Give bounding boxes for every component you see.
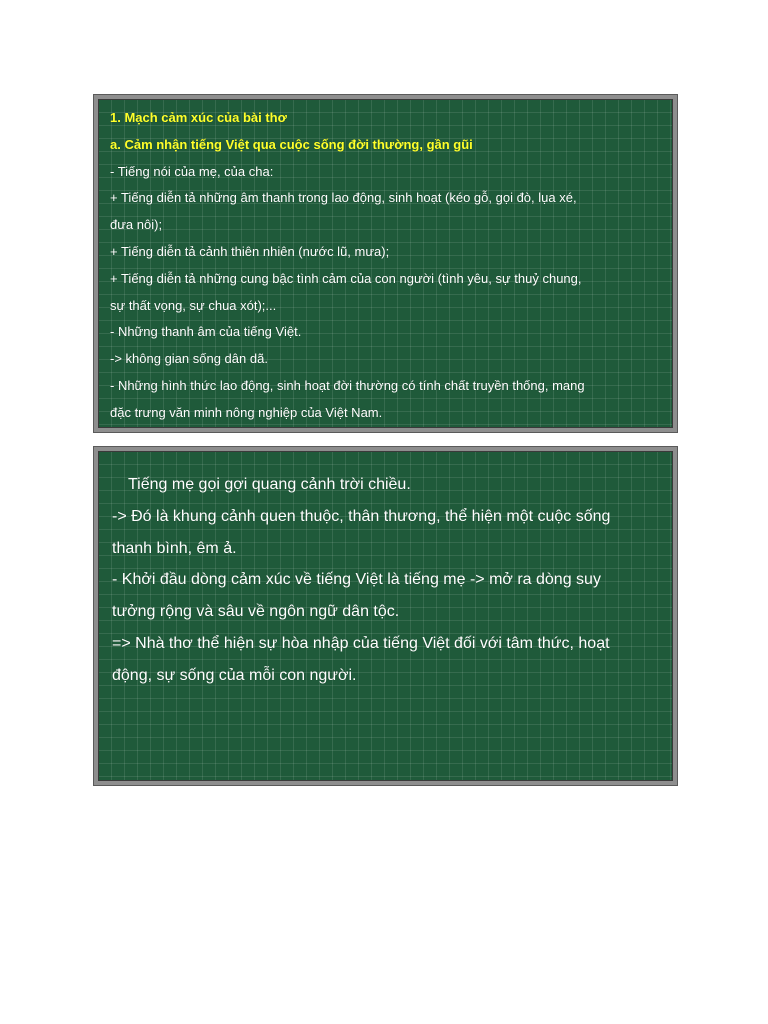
text-line: - Tiếng nói của mẹ, của cha: bbox=[110, 163, 274, 179]
text-line: - Khởi đầu dòng cảm xúc về tiếng Việt là tiếng mẹ -> mở ra dòng suy bbox=[112, 571, 601, 589]
text-line: + Tiếng diễn tả những âm thanh trong lao động, sinh hoạt (kéo gỗ, gọi đò, lụa xé, bbox=[110, 190, 577, 206]
text-line: -> không gian sống dân dã. bbox=[110, 351, 268, 367]
section-heading: 1. Mạch cảm xúc của bài thơ bbox=[110, 110, 287, 125]
text-line: sự thất vọng, sự chua xót);... bbox=[110, 297, 277, 313]
text-line: + Tiếng diễn tả cảnh thiên nhiên (nước lũ, mưa); bbox=[110, 243, 390, 259]
text-line: đưa nôi); bbox=[110, 217, 163, 233]
text-line: - Những hình thức lao động, sinh hoạt đời thường có tính chất truyền thống, mang bbox=[110, 377, 585, 393]
text-line: động, sự sống của mỗi con người. bbox=[112, 666, 357, 684]
text-line: -> Đó là khung cảnh quen thuộc, thân thương, thể hiện một cuộc sống bbox=[112, 507, 611, 525]
text-line: => Nhà thơ thể hiện sự hòa nhập của tiếng Việt đối với tâm thức, hoạt bbox=[112, 634, 610, 652]
chalkboard-slide-1 bbox=[94, 95, 677, 432]
text-line: thanh bình, êm ả. bbox=[112, 539, 237, 557]
text-line: tưởng rộng và sâu về ngôn ngữ dân tộc. bbox=[112, 603, 400, 621]
chalkboard-slide-2 bbox=[94, 447, 677, 785]
text-line: Tiếng mẹ gọi gợi quang cảnh trời chiều. bbox=[128, 476, 411, 493]
text-line: đặc trưng văn minh nông nghiệp của Việt Nam. bbox=[110, 404, 383, 420]
text-line: - Những thanh âm của tiếng Việt. bbox=[110, 324, 302, 340]
text-line: + Tiếng diễn tả những cung bậc tình cảm của con người (tình yêu, sự thuỷ chung, bbox=[110, 270, 582, 286]
subsection-heading: a. Cảm nhận tiếng Việt qua cuộc sống đời thường, gần gũi bbox=[110, 136, 473, 152]
